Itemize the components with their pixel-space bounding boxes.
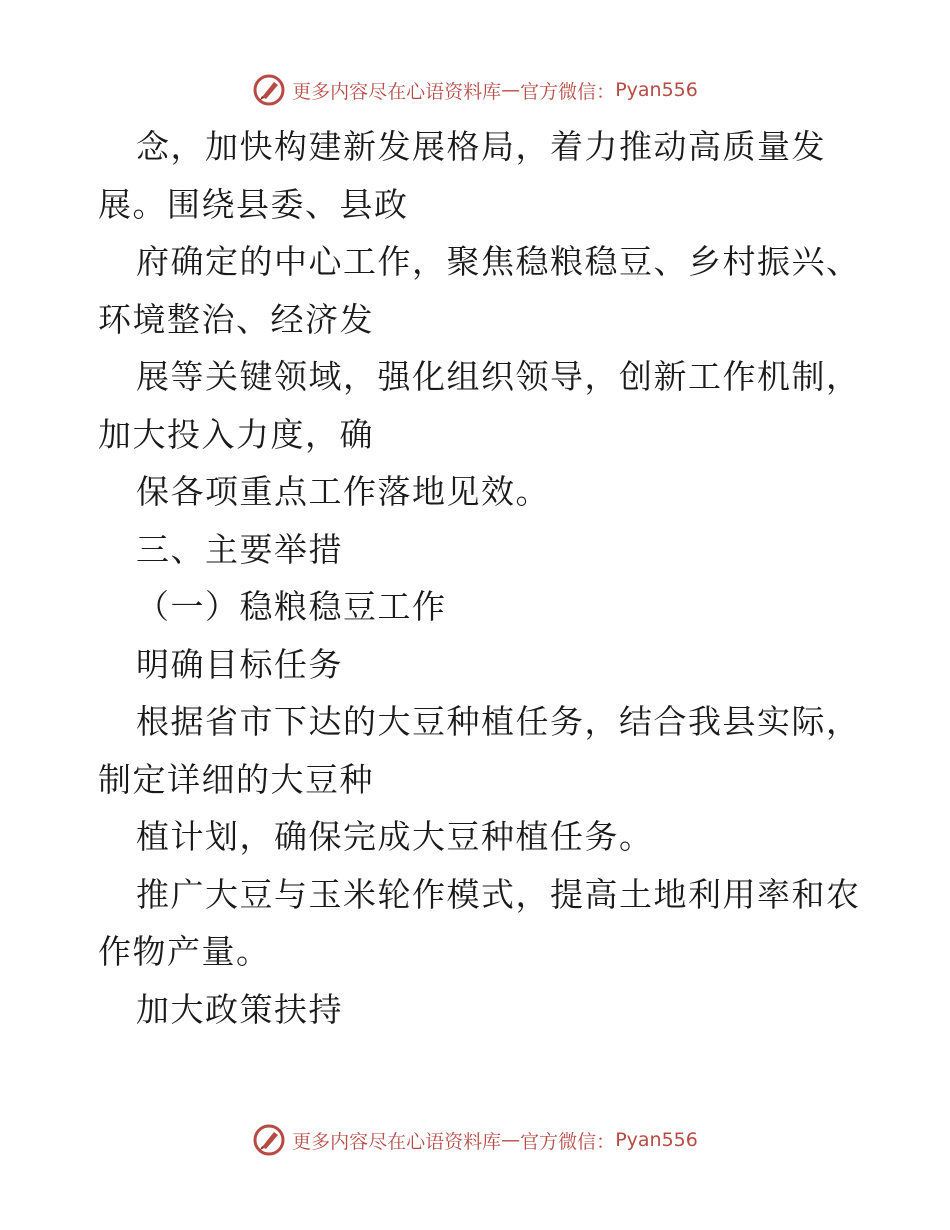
watermark-main-text: 更多内容尽在心语资料库 xyxy=(292,1130,502,1153)
section-heading: 三、主要举措 xyxy=(136,529,343,569)
text-line-2: 展。围绕县委、县政 xyxy=(98,184,409,224)
text-line-6: 加大投入力度，确 xyxy=(98,414,374,454)
text-line-13: 植计划，确保完成大豆种植任务。 xyxy=(136,817,654,856)
text-line-4: 环境整治、经济发 xyxy=(98,299,374,339)
text-line-14: 推广大豆与玉米轮作模式，提高土地利用率和农 xyxy=(136,874,861,914)
text-line-15: 作物产量。 xyxy=(98,932,271,971)
pen-logo-icon xyxy=(252,73,286,107)
watermark-separator: — xyxy=(501,79,521,101)
text-line-12: 制定详细的大豆种 xyxy=(98,759,374,799)
watermark-wechat-label: 官方微信： xyxy=(520,80,616,103)
header-watermark xyxy=(0,70,950,110)
item-heading: 明确目标任务 xyxy=(136,644,343,684)
watermark-wechat-label: 官方微信： xyxy=(520,1130,616,1153)
watermark-wechat-id: Pyan556 xyxy=(615,79,698,101)
text-line-3: 府确定的中心工作，聚焦稳粮稳豆、乡村振兴、 xyxy=(136,242,861,281)
subsection-heading: （一）稳粮稳豆工作 xyxy=(136,587,447,626)
document-body xyxy=(98,118,861,1038)
text-line-11: 根据省市下达的大豆种植任务，结合我县实际， xyxy=(136,702,861,741)
watermark-wechat-id: Pyan556 xyxy=(615,1129,698,1151)
footer-watermark xyxy=(0,1120,950,1160)
text-line-1: 念，加快构建新发展格局，着力推动高质量发 xyxy=(136,127,826,166)
text-line-7: 保各项重点工作落地见效。 xyxy=(136,472,550,511)
watermark-separator: — xyxy=(501,1129,521,1151)
item-heading-2: 加大政策扶持 xyxy=(136,989,343,1029)
pen-logo-icon xyxy=(252,1123,286,1157)
text-line-5: 展等关键领域，强化组织领导，创新工作机制， xyxy=(136,357,861,396)
watermark-main-text: 更多内容尽在心语资料库 xyxy=(292,80,502,103)
